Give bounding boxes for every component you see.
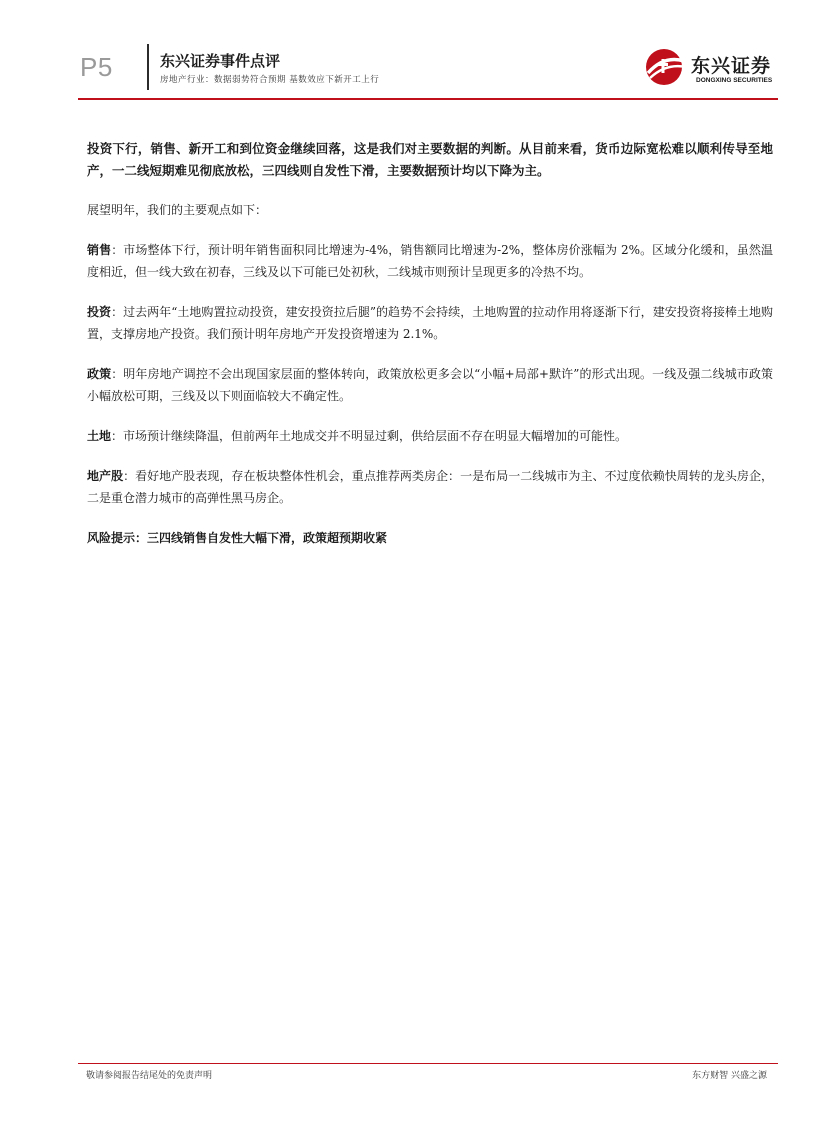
lead-paragraph: 投资下行，销售、新开工和到位资金继续回落，这是我们对主要数据的判断。从目前来看，货币边际宽松难以顺利传导至地产，一二线短期难见彻底放松，三四线则自发性下滑，主要数据预计均以下降为主。	[87, 141, 773, 178]
point-label: 销售	[87, 243, 112, 257]
point-sales	[87, 239, 773, 283]
point-investment	[87, 301, 773, 345]
logo-emblem-icon	[644, 47, 688, 87]
point-label: 土地	[87, 429, 112, 443]
point-policy	[87, 363, 773, 407]
logo-text-en: DONGXING SECURITIES	[696, 77, 773, 84]
report-title: 东兴证券事件点评	[160, 52, 281, 70]
footer-rule	[78, 1063, 778, 1064]
report-subtitle: 房地产行业：数据弱势符合预期 基数效应下新开工上行	[160, 75, 380, 85]
point-text: ：明年房地产调控不会出现国家层面的整体转向，政策放松更多会以“小幅+局部+默许”的形式出现。一线及强二线城市政策小幅放松可期，三线及以下则面临较大不确定性。	[87, 367, 773, 403]
footer-slogan: 东方财智 兴盛之源	[692, 1071, 767, 1081]
point-label: 投资	[87, 305, 112, 319]
point-text: ：市场整体下行，预计明年销售面积同比增速为-4%，销售额同比增速为-2%，整体房价涨幅为 2%。区域分化缓和，虽然温度相近，但一线大致在初春，三线及以下可能已处初秋，二线城市则预计呈现更多的冷热不均。	[87, 243, 773, 279]
footer-disclaimer: 敬请参阅报告结尾处的免责声明	[86, 1071, 213, 1081]
point-label: 政策	[87, 367, 112, 381]
risk-warning: 风险提示：三四线销售自发性大幅下滑，政策超预期收紧	[87, 531, 388, 545]
point-text: ：看好地产股表现，存在板块整体性机会，重点推荐两类房企：一是布局一二线城市为主、不过度依赖快周转的龙头房企，二是重仓潜力城市的高弹性黑马房企。	[87, 469, 773, 505]
point-label: 地产股	[87, 469, 124, 483]
point-stocks	[87, 465, 773, 509]
report-body	[87, 138, 773, 567]
header-rule	[78, 98, 778, 100]
header-divider	[147, 44, 149, 90]
point-text: ：市场预计继续降温，但前两年土地成交并不明显过剩，供给层面不存在明显大幅增加的可能性。	[111, 429, 628, 443]
point-text: ：过去两年“土地购置拉动投资，建安投资拉后腿”的趋势不会持续，土地购置的拉动作用将逐渐下行，建安投资将接棒土地购置，支撑房地产投资。我们预计明年房地产开发投资增速为 2.1%。	[87, 305, 773, 341]
page-number: P5	[80, 52, 113, 82]
point-land	[87, 425, 773, 447]
company-logo	[644, 47, 774, 89]
logo-text-cn: 东兴证券	[691, 55, 772, 77]
intro-paragraph: 展望明年，我们的主要观点如下：	[87, 203, 268, 217]
